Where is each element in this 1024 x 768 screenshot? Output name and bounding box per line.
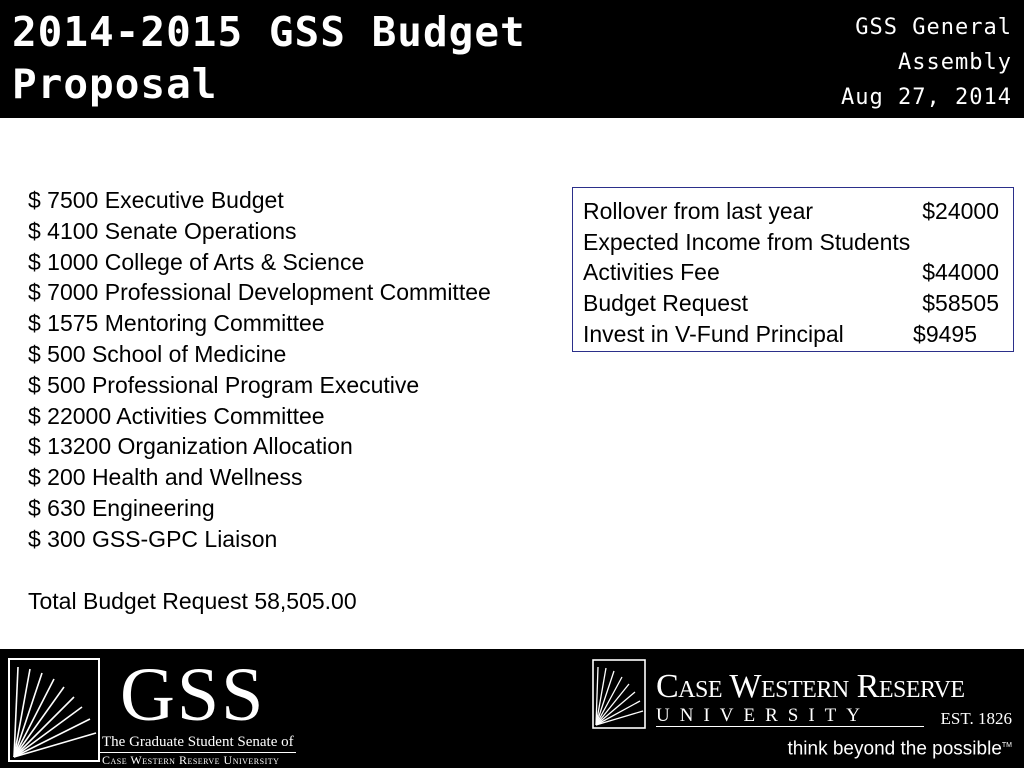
trademark-mark: TM	[1001, 742, 1012, 749]
income-amount: $44000	[922, 259, 999, 286]
cwru-name: Case Western Reserve	[656, 668, 965, 705]
list-item: $ 22000 Activities Committee	[28, 402, 325, 429]
rollover-label: Rollover from last year	[583, 198, 814, 224]
sunburst-icon	[8, 657, 108, 765]
income-label-line2: Activities Fee	[583, 259, 720, 286]
summary-box	[572, 187, 1014, 352]
footer-bar	[0, 649, 1024, 768]
gss-subtitle-university: Case Western Reserve University	[102, 753, 280, 767]
summary-row-request	[583, 288, 1003, 319]
gss-logo	[8, 653, 308, 767]
request-label: Budget Request	[583, 290, 748, 317]
header-meta	[841, 10, 1012, 115]
list-item: $ 200 Health and Wellness	[28, 464, 303, 491]
list-item: $ 1575 Mentoring Committee	[28, 310, 325, 337]
meta-event-line2: Assembly	[898, 50, 1012, 75]
list-item: $ 300 GSS-GPC Liaison	[28, 525, 278, 552]
cwru-tagline	[787, 735, 1012, 760]
summary-row-rollover	[583, 196, 1003, 227]
budget-item-list	[28, 185, 491, 555]
cwru-logo	[592, 657, 1012, 765]
header-bar	[0, 0, 1024, 118]
meta-date: Aug 27, 2014	[841, 85, 1012, 110]
list-item: $ 13200 Organization Allocation	[28, 433, 353, 460]
list-item: $ 1000 College of Arts & Science	[28, 248, 365, 275]
summary-row-invest	[583, 319, 1003, 350]
cwru-established: EST. 1826	[940, 709, 1012, 728]
cwru-university: UNIVERSITY	[656, 706, 924, 727]
list-item: $ 500 School of Medicine	[28, 340, 287, 367]
invest-amount: $9495	[913, 320, 977, 347]
request-amount: $58505	[922, 290, 999, 317]
total-budget-request: Total Budget Request 58,505.00	[28, 588, 357, 614]
cwru-tagline-text: think beyond the possible	[787, 738, 1002, 760]
rollover-amount: $24000	[922, 198, 999, 224]
list-item: $ 500 Professional Program Executive	[28, 371, 420, 398]
list-item: $ 4100 Senate Operations	[28, 217, 297, 244]
list-item: $ 7500 Executive Budget	[28, 187, 284, 213]
summary-row-income-line1	[583, 227, 1003, 258]
invest-label: Invest in V-Fund Principal	[583, 320, 844, 347]
gss-logo-text: GSS	[120, 653, 266, 737]
income-label-line1: Expected Income from Students	[583, 228, 911, 255]
cwru-sunburst-icon	[592, 659, 648, 731]
meta-event-line1: GSS General	[855, 15, 1012, 40]
gss-subtitle: The Graduate Student Senate of	[100, 733, 296, 753]
list-item: $ 630 Engineering	[28, 494, 215, 521]
summary-row-income	[583, 257, 1003, 288]
page-title: 2014-2015 GSS Budget Proposal	[12, 8, 526, 108]
list-item: $ 7000 Professional Development Committee	[28, 279, 491, 306]
